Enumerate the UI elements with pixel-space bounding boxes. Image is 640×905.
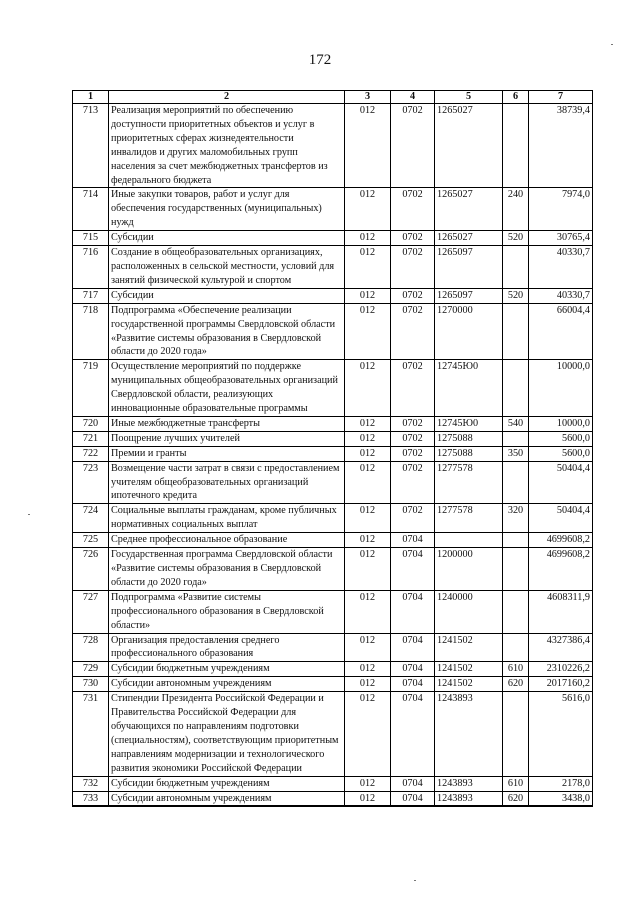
col4-value: 0704 [391, 692, 435, 776]
col4-value: 0704 [391, 548, 435, 591]
scan-speck [414, 880, 416, 881]
col3-value: 012 [345, 104, 391, 188]
col3-value: 012 [345, 662, 391, 677]
amount-value: 7974,0 [529, 188, 593, 231]
col-header: 2 [109, 91, 345, 104]
col5-value: 1265097 [435, 288, 503, 303]
col6-value: 620 [503, 677, 529, 692]
col4-value: 0704 [391, 533, 435, 548]
col6-value [503, 246, 529, 289]
col5-value [435, 533, 503, 548]
table-row [73, 662, 593, 677]
table-row [73, 590, 593, 633]
col4-value: 0702 [391, 360, 435, 417]
row-number: 725 [73, 533, 109, 548]
col-header: 1 [73, 91, 109, 104]
table-row [73, 446, 593, 461]
amount-value: 50404,4 [529, 461, 593, 504]
row-number: 732 [73, 776, 109, 791]
col4-value: 0704 [391, 677, 435, 692]
amount-value: 66004,4 [529, 303, 593, 360]
col3-value: 012 [345, 231, 391, 246]
row-number: 721 [73, 431, 109, 446]
amount-value: 4699608,2 [529, 533, 593, 548]
row-number: 722 [73, 446, 109, 461]
col6-value: 520 [503, 231, 529, 246]
col6-value [503, 590, 529, 633]
col-header: 3 [345, 91, 391, 104]
col6-value [503, 303, 529, 360]
col6-value [503, 461, 529, 504]
col3-value: 012 [345, 360, 391, 417]
col5-value: 1265097 [435, 246, 503, 289]
col4-value: 0702 [391, 446, 435, 461]
col6-value [503, 360, 529, 417]
row-number: 718 [73, 303, 109, 360]
col4-value: 0702 [391, 188, 435, 231]
amount-value: 4608311,9 [529, 590, 593, 633]
row-name: Премии и гранты [109, 446, 345, 461]
col4-value: 0702 [391, 416, 435, 431]
col5-value: 1277578 [435, 461, 503, 504]
col5-value: 1265027 [435, 104, 503, 188]
row-number: 723 [73, 461, 109, 504]
col3-value: 012 [345, 590, 391, 633]
col4-value: 0704 [391, 776, 435, 791]
col4-value: 0702 [391, 288, 435, 303]
col-header: 5 [435, 91, 503, 104]
amount-value: 5600,0 [529, 446, 593, 461]
row-name: Организация предоставления среднего профессионального образования [109, 633, 345, 662]
row-name: Среднее профессиональное образование [109, 533, 345, 548]
col3-value: 012 [345, 303, 391, 360]
col3-value: 012 [345, 548, 391, 591]
amount-value: 5600,0 [529, 431, 593, 446]
row-name: Подпрограмма «Развитие системы профессионального образования в Свердловской области» [109, 590, 345, 633]
row-number: 730 [73, 677, 109, 692]
amount-value: 4699608,2 [529, 548, 593, 591]
table-row [73, 548, 593, 591]
table-row [73, 677, 593, 692]
row-number: 726 [73, 548, 109, 591]
col5-value: 1265027 [435, 231, 503, 246]
table-row [73, 692, 593, 776]
col3-value: 012 [345, 504, 391, 533]
col5-value: 1277578 [435, 504, 503, 533]
row-number: 714 [73, 188, 109, 231]
col4-value: 0702 [391, 504, 435, 533]
row-number: 720 [73, 416, 109, 431]
col3-value: 012 [345, 791, 391, 806]
col4-value: 0704 [391, 590, 435, 633]
col6-value [503, 431, 529, 446]
amount-value: 3438,0 [529, 791, 593, 806]
amount-value: 38739,4 [529, 104, 593, 188]
table-row [73, 504, 593, 533]
col5-value: 1243893 [435, 791, 503, 806]
table-row [73, 416, 593, 431]
row-name: Осуществление мероприятий по поддержке муниципальных общеобразовательных организаций Свердловской области, реализующих инновационные образовательные программы [109, 360, 345, 417]
amount-value: 5616,0 [529, 692, 593, 776]
col3-value: 012 [345, 461, 391, 504]
table-row [73, 188, 593, 231]
amount-value: 2310226,2 [529, 662, 593, 677]
table-body [73, 104, 593, 807]
row-number: 724 [73, 504, 109, 533]
table-row [73, 431, 593, 446]
row-name: Государственная программа Свердловской области «Развитие системы образования в Свердловской области до 2020 года» [109, 548, 345, 591]
table-row [73, 246, 593, 289]
col3-value: 012 [345, 446, 391, 461]
table-row [73, 533, 593, 548]
row-number: 728 [73, 633, 109, 662]
col3-value: 012 [345, 288, 391, 303]
row-name: Создание в общеобразовательных организациях, расположенных в сельской местности, условий для занятий физической культурой и спортом [109, 246, 345, 289]
col4-value: 0702 [391, 104, 435, 188]
row-number: 713 [73, 104, 109, 188]
row-name: Социальные выплаты гражданам, кроме публичных нормативных социальных выплат [109, 504, 345, 533]
col3-value: 012 [345, 533, 391, 548]
col5-value: 1265027 [435, 188, 503, 231]
row-name: Субсидии бюджетным учреждениям [109, 776, 345, 791]
col5-value: 1243893 [435, 692, 503, 776]
amount-value: 40330,7 [529, 288, 593, 303]
amount-value: 2017160,2 [529, 677, 593, 692]
table-row [73, 633, 593, 662]
col5-value: 12745Ю0 [435, 360, 503, 417]
row-name: Субсидии автономным учреждениям [109, 677, 345, 692]
col6-value: 350 [503, 446, 529, 461]
row-name: Реализация мероприятий по обеспечению доступности приоритетных объектов и услуг в приоритетных сферах жизнедеятельности инвалидов и других маломобильных групп населения за счет межбюджетных трансфертов из федерального бюджета [109, 104, 345, 188]
col5-value: 12745Ю0 [435, 416, 503, 431]
col3-value: 012 [345, 633, 391, 662]
amount-value: 30765,4 [529, 231, 593, 246]
row-number: 717 [73, 288, 109, 303]
row-name: Субсидии [109, 231, 345, 246]
col6-value: 620 [503, 791, 529, 806]
amount-value: 40330,7 [529, 246, 593, 289]
table-row [73, 288, 593, 303]
row-name: Поощрение лучших учителей [109, 431, 345, 446]
col3-value: 012 [345, 431, 391, 446]
col5-value: 1240000 [435, 590, 503, 633]
row-number: 719 [73, 360, 109, 417]
table-row [73, 776, 593, 791]
table-row [73, 791, 593, 806]
row-name: Подпрограмма «Обеспечение реализации государственной программы Свердловской области «Развитие системы образования в Свердловской области до 2020 года» [109, 303, 345, 360]
col6-value: 540 [503, 416, 529, 431]
amount-value: 50404,4 [529, 504, 593, 533]
col4-value: 0702 [391, 303, 435, 360]
col5-value: 1241502 [435, 633, 503, 662]
row-number: 733 [73, 791, 109, 806]
col4-value: 0702 [391, 431, 435, 446]
col6-value: 520 [503, 288, 529, 303]
col5-value: 1243893 [435, 776, 503, 791]
amount-value: 4327386,4 [529, 633, 593, 662]
col5-value: 1275088 [435, 446, 503, 461]
amount-value: 10000,0 [529, 416, 593, 431]
col6-value: 610 [503, 662, 529, 677]
col5-value: 1200000 [435, 548, 503, 591]
col4-value: 0704 [391, 791, 435, 806]
col3-value: 012 [345, 692, 391, 776]
col-header: 7 [529, 91, 593, 104]
col5-value: 1275088 [435, 431, 503, 446]
col3-value: 012 [345, 246, 391, 289]
col3-value: 012 [345, 677, 391, 692]
col3-value: 012 [345, 776, 391, 791]
col-header: 4 [391, 91, 435, 104]
row-name: Субсидии [109, 288, 345, 303]
row-name: Стипендии Президента Российской Федерации и Правительства Российской Федерации для обучающихся по направлениям подготовки (специальностям), соответствующим приоритетным направлениям модернизации и технологического развития экономики Российской Федерации [109, 692, 345, 776]
scan-speck [611, 44, 613, 45]
row-name: Иные межбюджетные трансферты [109, 416, 345, 431]
col4-value: 0704 [391, 662, 435, 677]
scan-speck [28, 514, 30, 515]
col6-value [503, 548, 529, 591]
col3-value: 012 [345, 416, 391, 431]
col3-value: 012 [345, 188, 391, 231]
col4-value: 0702 [391, 461, 435, 504]
col6-value [503, 692, 529, 776]
col4-value: 0702 [391, 231, 435, 246]
header-row [73, 91, 593, 104]
budget-table [72, 90, 593, 807]
col6-value [503, 533, 529, 548]
amount-value: 10000,0 [529, 360, 593, 417]
row-number: 715 [73, 231, 109, 246]
row-number: 727 [73, 590, 109, 633]
row-name: Иные закупки товаров, работ и услуг для обеспечения государственных (муниципальных) нужд [109, 188, 345, 231]
col6-value [503, 633, 529, 662]
row-name: Субсидии автономным учреждениям [109, 791, 345, 806]
amount-value: 2178,0 [529, 776, 593, 791]
table-row [73, 303, 593, 360]
col6-value: 610 [503, 776, 529, 791]
table-row [73, 231, 593, 246]
row-number: 729 [73, 662, 109, 677]
col5-value: 1241502 [435, 677, 503, 692]
page-number: 172 [308, 52, 332, 68]
col-header: 6 [503, 91, 529, 104]
col5-value: 1270000 [435, 303, 503, 360]
col4-value: 0704 [391, 633, 435, 662]
row-number: 731 [73, 692, 109, 776]
col6-value: 240 [503, 188, 529, 231]
row-name: Возмещение части затрат в связи с предоставлением учителям общеобразовательных организаций ипотечного кредита [109, 461, 345, 504]
col6-value: 320 [503, 504, 529, 533]
table-row [73, 104, 593, 188]
col4-value: 0702 [391, 246, 435, 289]
row-name: Субсидии бюджетным учреждениям [109, 662, 345, 677]
row-number: 716 [73, 246, 109, 289]
col6-value [503, 104, 529, 188]
col5-value: 1241502 [435, 662, 503, 677]
table-row [73, 360, 593, 417]
table-row [73, 461, 593, 504]
